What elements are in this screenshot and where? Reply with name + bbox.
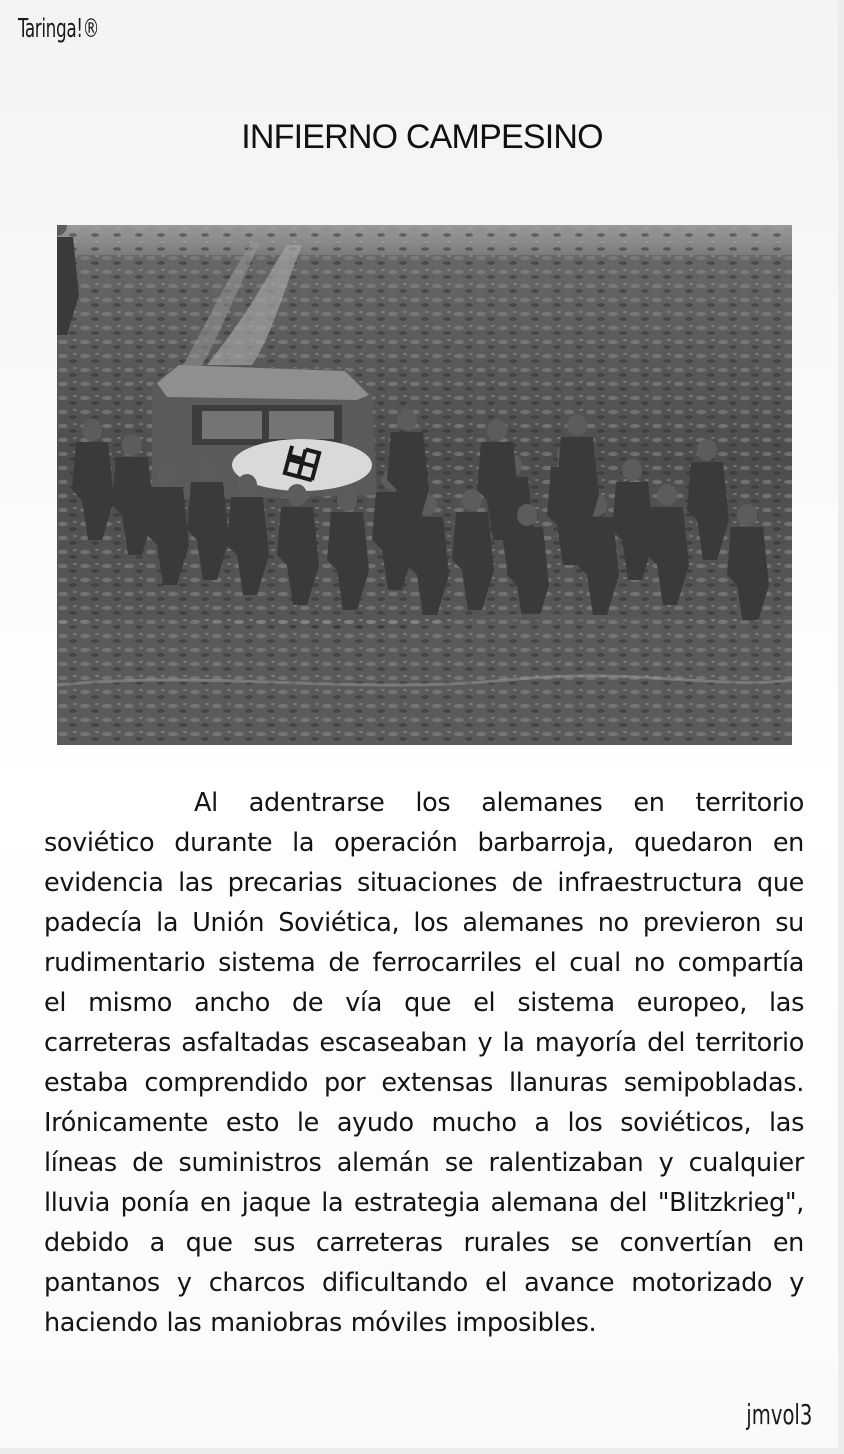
page-title: INFIERNO CAMPESINO — [241, 118, 603, 156]
article-paragraph: Al adentrarse los alemanes en territorio soviético durante la operación barbarroja, quedaron en evidencia las precarias situaciones de infraestructura que padecía la Unión Soviética, los alemanes no previeron su rudimentario sistema de ferrocarriles el cual no compartía el mismo ancho de vía que el sistema europeo, las carreteras asfaltadas escaseaban y la mayoría del territorio estaba comprendido por extensas llanuras semipobladas. Irónicamente esto le ayudo mucho a los soviéticos, las líneas de suministros alemán se ralentizaban y cualquier lluvia ponía en jaque la estrategia alemana del "Blitzkrieg", debido a que sus carreteras rurales se convertían en pantanos y charcos dificultando el avance motorizado y haciendo las maniobras móviles imposibles. — [44, 788, 804, 1338]
truck-shape — [152, 365, 377, 500]
author-signature: jmvol3 — [745, 1398, 812, 1431]
muddy-field-photo — [57, 225, 792, 745]
site-logo: Taringa!® — [18, 14, 100, 44]
article-photo — [57, 225, 792, 745]
